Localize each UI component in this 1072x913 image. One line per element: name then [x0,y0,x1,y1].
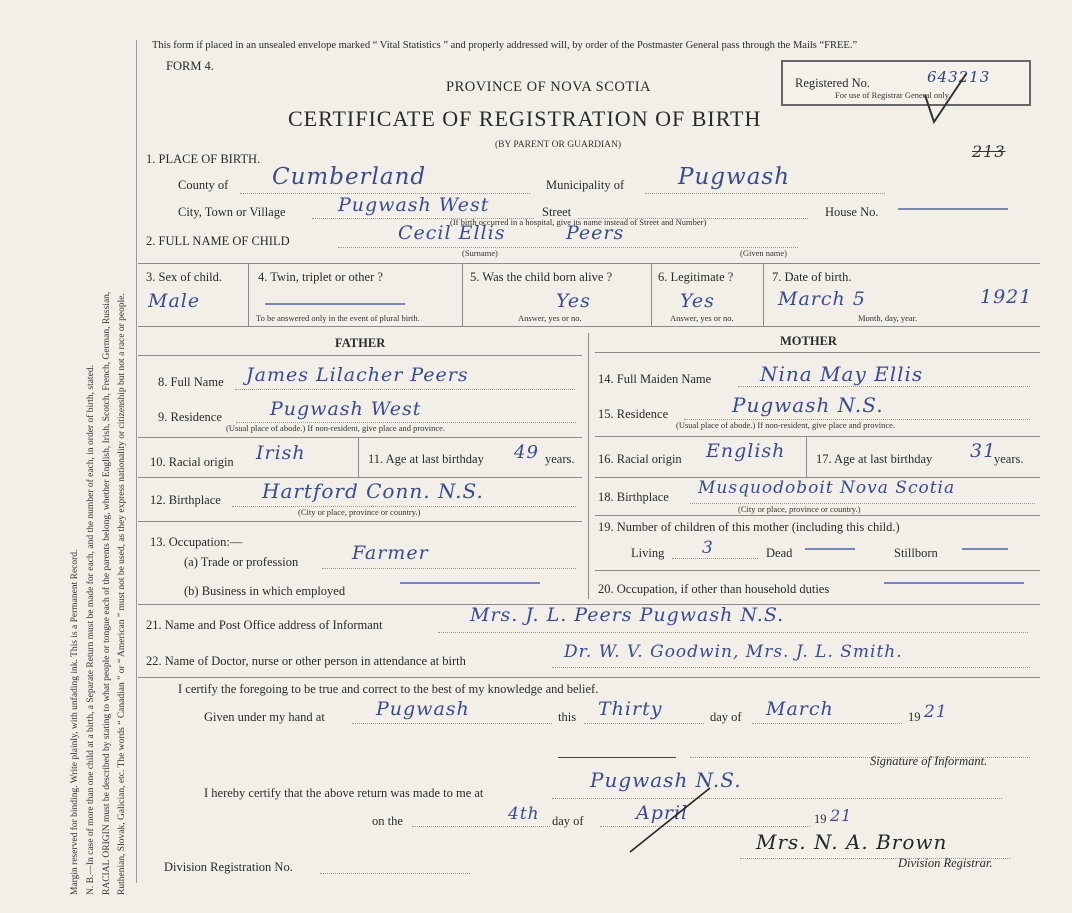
sex-label: 3. Sex of child. [146,270,223,284]
certify-month-value: March [766,698,834,720]
division-registrar-label: Division Registrar. [898,856,993,870]
father-trade-value: Farmer [352,542,429,564]
living-value: 3 [702,538,714,558]
registrar-year-prefix: 19 [814,812,827,826]
informant-label: 21. Name and Post Office address of Informant [146,618,383,632]
county-label: County of [178,178,229,192]
father-age-value: 49 [514,442,539,463]
certify-text: I certify the foregoing to be true and correct to the best of my knowledge and belief. [178,682,599,696]
dob-year-value: 1921 [980,286,1033,308]
certify-year-prefix: 19 [908,710,921,724]
informant-signature-label: Signature of Informant. [870,754,988,768]
registrar-day-of-label: day of [552,814,584,828]
certify-day-value: Thirty [598,698,663,720]
check-pen-mark [920,70,980,130]
registrar-month-value: April [636,802,689,824]
father-racial-value: Irish [256,442,306,464]
given-name-label: (Given name) [740,248,787,258]
child-given-value: Cecil Ellis [398,222,506,244]
form-number: FORM 4. [166,59,214,73]
registered-box [781,60,1031,106]
mother-occupation-label: 20. Occupation, if other than household duties [598,582,830,596]
father-birthplace-note: (City or place, province or country.) [298,507,421,517]
father-heading: FATHER [335,336,386,350]
legitimate-label: 6. Legitimate ? [658,270,734,284]
registrar-day-value: 4th [508,804,540,824]
registrar-signature: Mrs. N. A. Brown [756,830,948,854]
mother-name-value: Nina May Ellis [760,362,924,386]
dob-value: March 5 [778,288,866,310]
registered-label: Registered No. [795,76,870,90]
father-residence-value: Pugwash West [270,398,422,420]
hospital-note: (If birth occurred in a hospital, give its name instead of Street and Number) [450,217,707,227]
father-business-label: (b) Business in which employed [184,584,346,598]
father-residence-label: 9. Residence [158,410,222,424]
sex-value: Male [148,290,201,312]
stillborn-label: Stillborn [894,546,938,560]
mother-children-label: 19. Number of children of this mother (including this child.) [598,520,900,534]
twin-label: 4. Twin, triplet or other ? [258,270,383,284]
father-name-label: 8. Full Name [158,375,224,389]
county-value: Cumberland [272,164,427,190]
legitimate-value: Yes [680,290,715,312]
province-title: PROVINCE OF NOVA SCOTIA [446,79,651,95]
certify-day-of-label: day of [710,710,742,724]
alive-note: Answer, yes or no. [518,313,582,323]
father-trade-label: (a) Trade or profession [184,555,299,569]
father-occupation-label: 13. Occupation:— [150,535,243,549]
division-registration-label: Division Registration No. [164,860,293,874]
alive-value: Yes [556,290,591,312]
mother-age-value: 31 [970,440,997,462]
this-label: this [558,710,577,724]
registrar-place-value: Pugwash N.S. [590,768,742,792]
legitimate-note: Answer, yes or no. [670,313,734,323]
registrar-text: I hereby certify that the above return was made to me at [204,786,484,800]
certify-year-value: 21 [924,702,948,722]
house-label: House No. [825,205,879,219]
street-label: Street [542,205,572,219]
father-name-value: James Lilacher Peers [246,364,469,386]
father-residence-note: (Usual place of abode.) If non-resident, give place and province. [226,423,446,433]
on-the-label: on the [372,814,403,828]
mother-heading: MOTHER [780,334,837,348]
mother-name-label: 14. Full Maiden Name [598,372,712,386]
mother-residence-label: 15. Residence [598,407,669,421]
given-under-label: Given under my hand at [204,710,325,724]
registered-value: 643213 [927,68,991,86]
registrar-year-value: 21 [830,806,853,825]
surname-label: (Surname) [462,248,498,258]
child-surname-value: Peers [566,222,625,244]
dead-label: Dead [766,546,793,560]
dob-note: Month, day, year. [858,313,918,323]
city-value: Pugwash West [338,194,490,216]
place-of-birth-label: 1. PLACE OF BIRTH. [146,152,261,166]
side-note-racial-origin-2: Ruthenian, Slovak, Galician, etc. The words “ Canadian ” or “ American ” must not be used, as they express nationality or citizenship but not a race or people. [117,293,127,895]
child-name-label: 2. FULL NAME OF CHILD [146,234,290,248]
mother-birthplace-note: (City or place, province or country.) [738,504,861,514]
doctor-value: Dr. W. V. Goodwin, Mrs. J. L. Smith. [564,642,903,662]
twin-note: To be answered only in the event of plural birth. [256,313,420,323]
alive-label: 5. Was the child born alive ? [470,270,613,284]
municipality-label: Municipality of [546,178,625,192]
mother-racial-label: 16. Racial origin [598,452,682,466]
mother-age-label: 17. Age at last birthday [816,452,933,466]
mother-years-label: years. [994,452,1024,466]
mother-racial-value: English [706,440,786,462]
father-birthplace-label: 12. Birthplace [150,493,221,507]
mother-residence-note: (Usual place of abode.) If non-resident, give place and province. [676,420,896,430]
mother-birthplace-value: Musquodoboit Nova Scotia [698,478,956,498]
side-note-racial-origin: RACIAL ORIGIN must be described by stating to what people or tongue each of the parents belong, whether English, Irish, Scotch, French, German, Russian, [102,291,112,895]
page-subtitle: (BY PARENT OR GUARDIAN) [495,140,622,150]
city-label: City, Town or Village [178,205,286,219]
crossed-number: 213 [972,142,1006,161]
dob-label: 7. Date of birth. [772,270,852,284]
page-title: CERTIFICATE OF REGISTRATION OF BIRTH [288,106,762,131]
father-birthplace-value: Hartford Conn. N.S. [262,479,484,503]
informant-value: Mrs. J. L. Peers Pugwash N.S. [470,604,785,626]
living-label: Living [631,546,665,560]
side-note-multiple-births: N. B.—In case of more than one child at a birth, a Separate Return must be made for each, and the number of each, in order of birth, stated. [86,365,96,895]
mother-birthplace-label: 18. Birthplace [598,490,669,504]
municipality-value: Pugwash [678,164,791,190]
father-years-label: years. [545,452,575,466]
postal-note: This form if placed in an unsealed envelope marked “ Vital Statistics ” and properly addressed will, by order of the Postmaster General pass through the Mails “FREE.” [152,40,858,51]
certify-place-value: Pugwash [376,698,470,720]
doctor-label: 22. Name of Doctor, nurse or other person in attendance at birth [146,654,466,668]
mother-residence-value: Pugwash N.S. [732,393,884,417]
registrar-note: For use of Registrar General only. [835,90,951,100]
father-racial-label: 10. Racial origin [150,455,234,469]
side-note-binding: Margin reserved for binding. Write plainly, with unfading ink. This is a Permanent Record. [70,549,80,895]
registrar-pen-mark [600,780,720,860]
father-age-label: 11. Age at last birthday [368,452,484,466]
